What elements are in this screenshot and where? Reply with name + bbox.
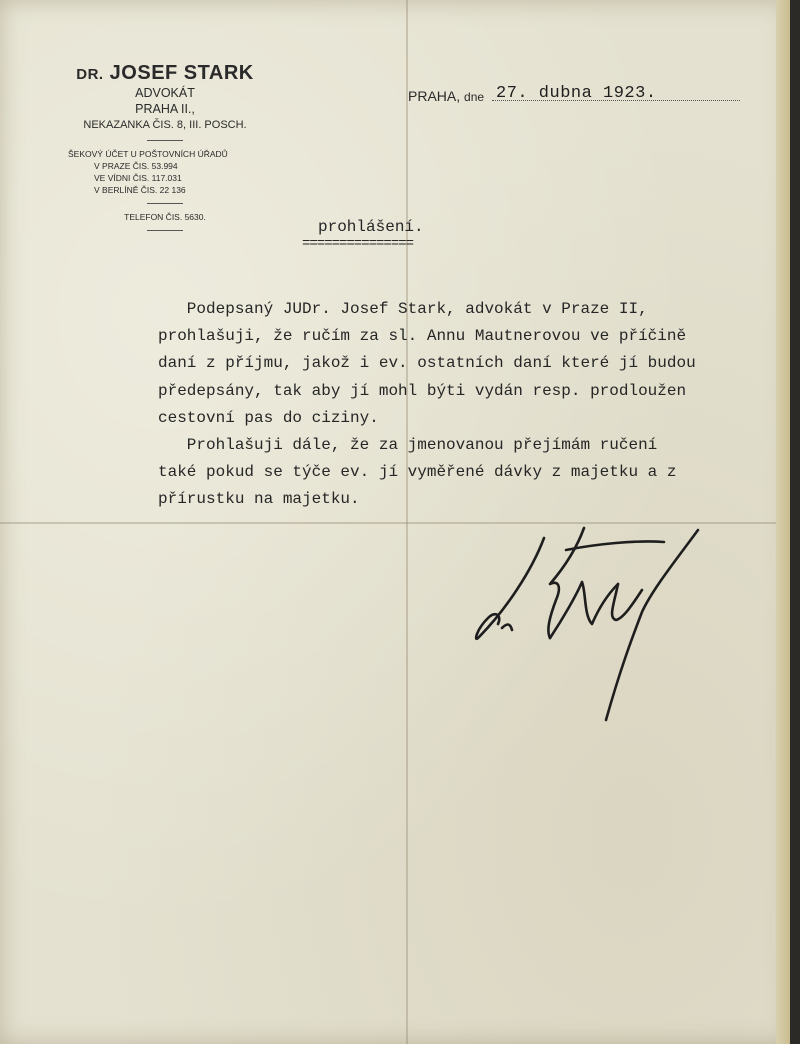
letterhead-address: NEKAZANKA ČIS. 8, III. POSCH. xyxy=(83,119,247,131)
account-vienna: VE VÍDNI ČIS. 117.031 xyxy=(94,173,182,183)
body-line: prohlašuji, že ručím za sl. Annu Mautnerovou ve příčině xyxy=(158,327,687,346)
letterhead xyxy=(50,62,280,238)
body-line: cestovní pas do ciziny. xyxy=(158,408,379,427)
body-line: předepsány, tak aby jí mohl býti vydán resp. prodloužen xyxy=(158,381,687,400)
letterhead-divider xyxy=(147,203,183,204)
name-prefix: DR. xyxy=(76,66,104,83)
heading-underline: =============== xyxy=(302,236,414,252)
place-city: PRAHA, xyxy=(408,88,461,104)
body-line: také pokud se týče ev. jí vyměřené dávky z majetku a z xyxy=(158,463,677,482)
account-heading: ŠEKOVÝ ÚČET U POŠTOVNÍCH ÚŘADŮ xyxy=(68,149,228,159)
handwritten-signature xyxy=(466,520,706,730)
letterhead-divider xyxy=(147,230,183,231)
letter-date: 27. dubna 1923. xyxy=(496,84,657,103)
body-line: Prohlašuji dále, že za jmenovanou přejímám ručení xyxy=(158,436,658,455)
place-dne: dne xyxy=(464,90,485,104)
paper-edge xyxy=(776,0,790,1044)
body-line: Podepsaný JUDr. Josef Stark, advokát v Praze II, xyxy=(158,300,648,318)
letterhead-city: PRAHA II., xyxy=(135,102,195,116)
body-line: přírustku na majetku. xyxy=(158,490,360,509)
lawyer-name: JOSEF STARK xyxy=(109,62,254,84)
body-line: daní z příjmu, jakož i ev. ostatních daní které jí budou xyxy=(158,354,696,373)
account-praha: V PRAZE ČIS. 53.994 xyxy=(94,161,178,171)
place-line xyxy=(408,88,484,104)
letterhead-title: ADVOKÁT xyxy=(135,86,195,100)
letterhead-name xyxy=(50,62,280,85)
account-berlin: V BERLÍNĚ ČIS. 22 136 xyxy=(94,185,186,195)
document-body xyxy=(158,296,758,514)
letterhead-phone: TELEFON ČIS. 5630. xyxy=(124,212,206,222)
letterhead-divider xyxy=(147,140,183,141)
document-heading: prohlášení. xyxy=(318,218,424,236)
